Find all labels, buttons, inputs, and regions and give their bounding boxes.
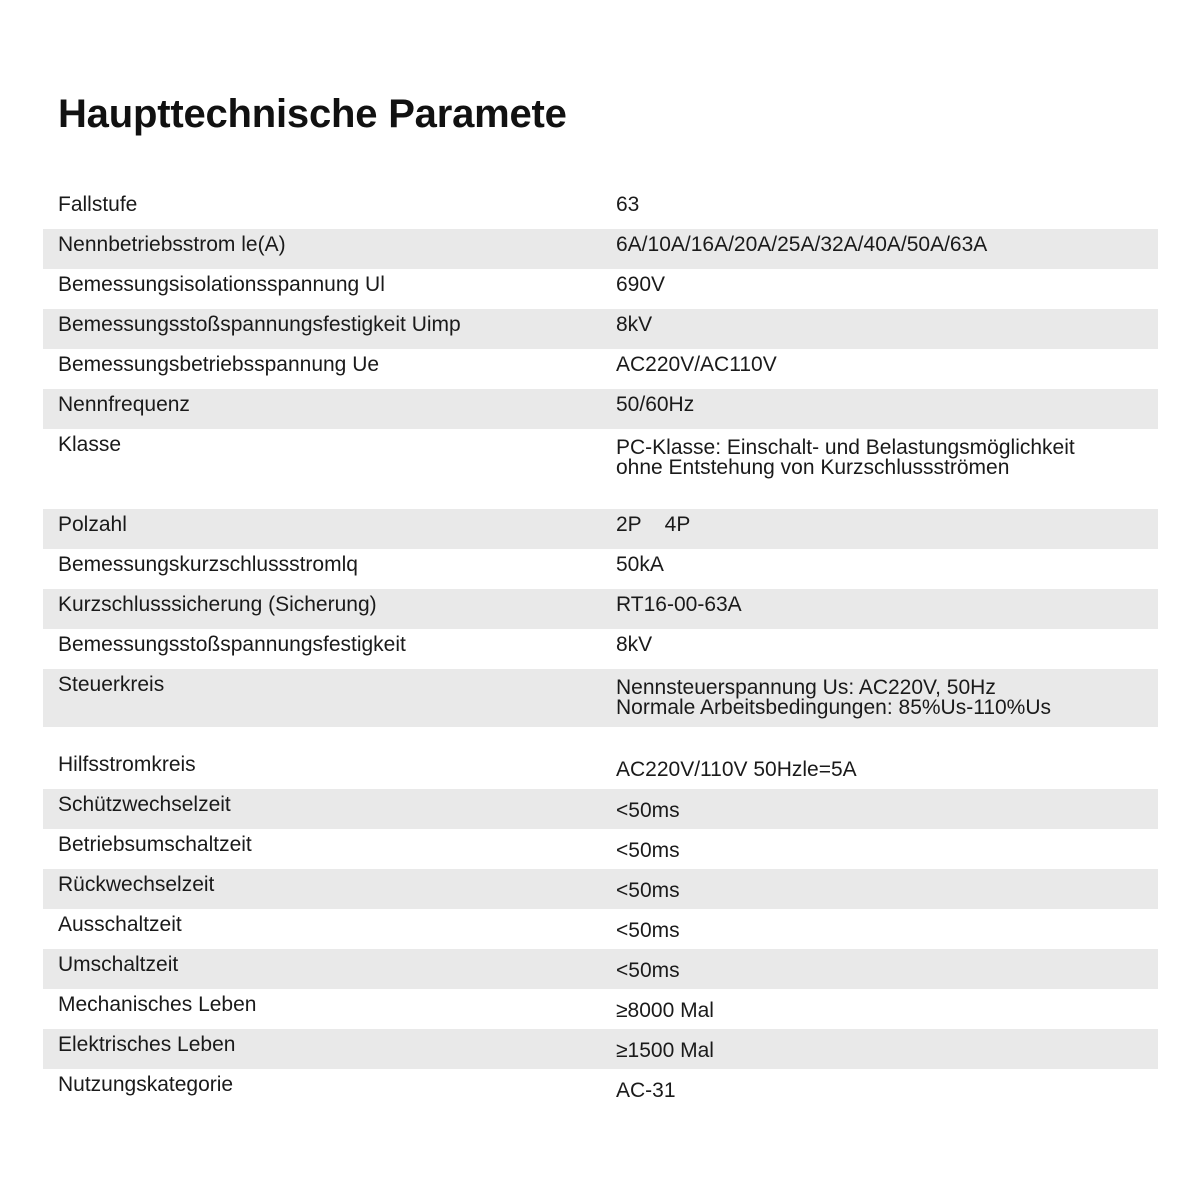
param-value: <50ms (616, 919, 680, 942)
param-value: 8kV (616, 633, 653, 656)
param-value: AC220V/AC110V (616, 353, 777, 376)
param-label: Bemessungsbetriebsspannung Ue (58, 353, 380, 376)
param-value: <50ms (616, 839, 680, 862)
param-value: 63 (616, 193, 640, 216)
param-value: <50ms (616, 879, 680, 902)
param-value: 690V (616, 273, 666, 296)
param-label: Betriebsumschaltzeit (58, 833, 252, 856)
param-value: <50ms (616, 799, 680, 822)
parameter-table (43, 189, 1158, 1109)
param-value (616, 678, 1051, 718)
table-row (43, 229, 1158, 269)
param-label: Umschaltzeit (58, 953, 179, 976)
param-value: AC-31 (616, 1079, 676, 1102)
table-row (43, 1069, 1158, 1109)
table-row (43, 509, 1158, 549)
table-row (43, 269, 1158, 309)
table-row (43, 869, 1158, 909)
table-row (43, 389, 1158, 429)
table-row (43, 629, 1158, 669)
param-label: Ausschaltzeit (58, 913, 182, 936)
param-label: Bemessungsisolationsspannung Ul (58, 273, 385, 296)
table-row (43, 829, 1158, 869)
table-row (43, 727, 1158, 789)
param-value-line: PC-Klasse: Einschalt- und Belastungsmöglichkeit (616, 436, 1075, 459)
param-label: Bemessungsstoßspannungsfestigkeit (58, 633, 406, 656)
table-row (43, 349, 1158, 389)
param-label: Steuerkreis (58, 673, 165, 696)
param-label: Bemessungskurzschlussstromlq (58, 553, 358, 576)
param-label: Klasse (58, 433, 122, 456)
table-row (43, 189, 1158, 229)
table-row (43, 989, 1158, 1029)
param-label: Schützwechselzeit (58, 793, 231, 816)
param-label: Rückwechselzeit (58, 873, 215, 896)
param-value: 6A/10A/16A/20A/25A/32A/40A/50A/63A (616, 233, 988, 256)
table-row (43, 789, 1158, 829)
param-label: Bemessungsstoßspannungsfestigkeit Uimp (58, 313, 461, 336)
param-label: Elektrisches Leben (58, 1033, 236, 1056)
param-value: RT16-00-63A (616, 593, 742, 616)
param-value-line: Normale Arbeitsbedingungen: 85%Us-110%Us (616, 696, 1052, 719)
param-value: <50ms (616, 959, 680, 982)
table-row (43, 669, 1158, 727)
param-label: Polzahl (58, 513, 127, 536)
page-title: Haupttechnische Paramete (58, 92, 567, 136)
param-value: 8kV (616, 313, 653, 336)
param-value: 50kA (616, 553, 664, 576)
param-label: Nennbetriebsstrom le(A) (58, 233, 286, 256)
param-label: Hilfsstromkreis (58, 753, 196, 776)
table-row (43, 309, 1158, 349)
param-label: Nennfrequenz (58, 393, 190, 416)
param-label: Kurzschlusssicherung (Sicherung) (58, 593, 377, 616)
param-value: AC220V/110V 50Hzle=5A (616, 758, 857, 781)
param-value-line: Nennsteuerspannung Us: AC220V, 50Hz (616, 676, 996, 699)
table-row (43, 949, 1158, 989)
param-value: ≥8000 Mal (616, 999, 714, 1022)
param-label: Nutzungskategorie (58, 1073, 234, 1096)
param-value (616, 438, 1075, 478)
param-value: ≥1500 Mal (616, 1039, 714, 1062)
table-row (43, 909, 1158, 949)
table-row (43, 1029, 1158, 1069)
param-value-line: ohne Entstehung von Kurzschlussströmen (616, 456, 1010, 479)
param-value: 2P 4P (616, 513, 691, 536)
table-row (43, 549, 1158, 589)
param-label: Mechanisches Leben (58, 993, 257, 1016)
param-label: Fallstufe (58, 193, 138, 216)
table-row (43, 429, 1158, 509)
param-value: 50/60Hz (616, 393, 695, 416)
table-row (43, 589, 1158, 629)
